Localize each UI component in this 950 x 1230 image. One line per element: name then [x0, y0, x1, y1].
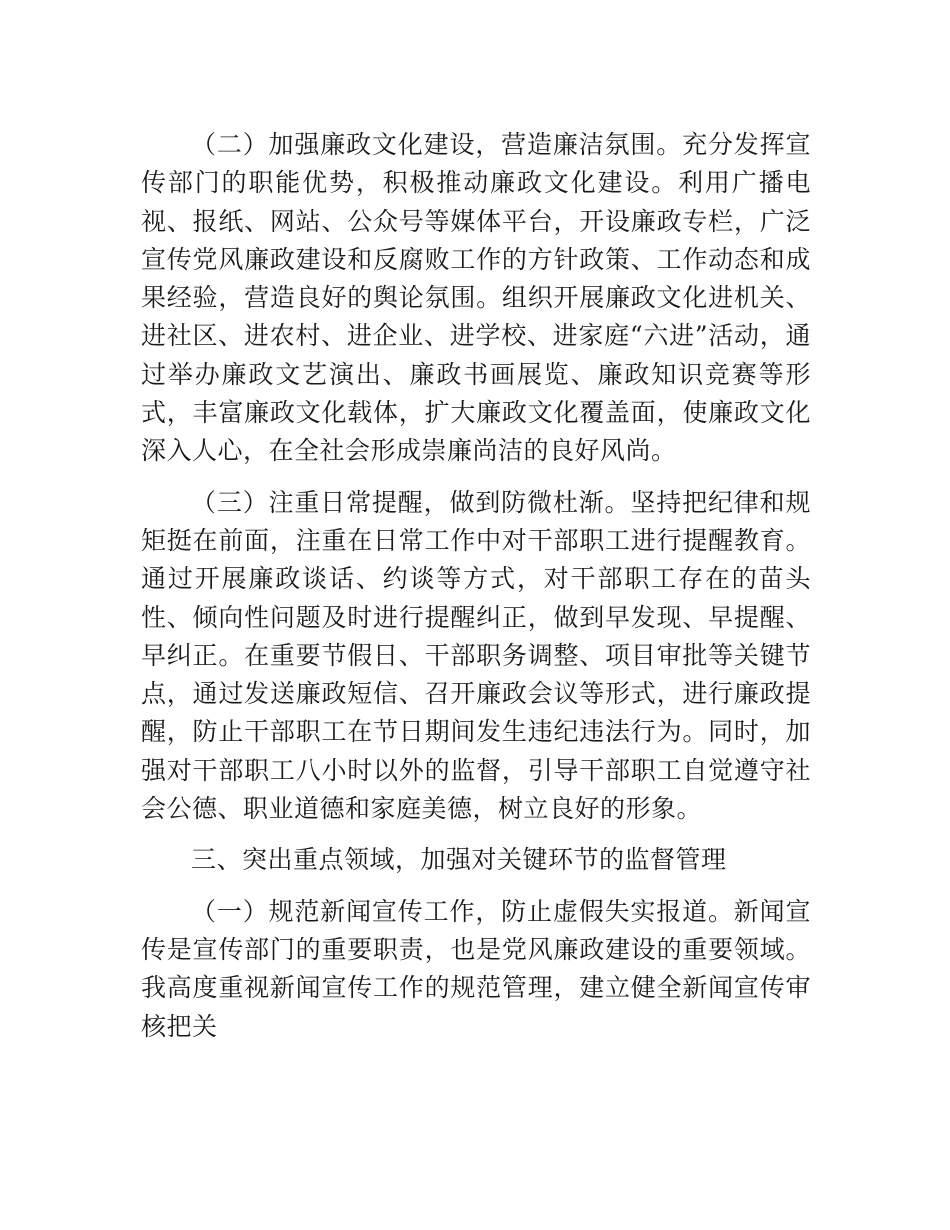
paragraph-daily-reminder: （三）注重日常提醒，做到防微杜渐。坚持把纪律和规矩挺在前面，注重在日常工作中对干部职工进行提醒教育。通过开展廉政谈话、约谈等方式，对干部职工存在的苗头性、倾向性问题及时进行提醒纠正，做到早发现、早提醒、早纠正。在重要节假日、干部职务调整、项目审批等关键节点，通过发送廉政短信、召开廉政会议等形式，进行廉政提醒，防止干部职工在节日期间发生违纪违法行为。同时，加强对干部职工八小时以外的监督，引导干部职工自觉遵守社会公德、职业道德和家庭美德，树立良好的形象。: [141, 487, 811, 824]
paragraph-culture-building: （二）加强廉政文化建设，营造廉洁氛围。充分发挥宣传部门的职能优势，积极推动廉政文化建设。利用广播电视、报纸、网站、公众号等媒体平台，开设廉政专栏，广泛宣传党风廉政建设和反腐败工作的方针政策、工作动态和成果经验，营造良好的舆论氛围。组织开展廉政文化进机关、进社区、进农村、进企业、进学校、进家庭“六进”活动，通过举办廉政文艺演出、廉政书画展览、廉政知识竞赛等形式，丰富廉政文化载体，扩大廉政文化覆盖面，使廉政文化深入人心，在全社会形成崇廉尚洁的良好风尚。: [141, 130, 811, 466]
paragraph-news-regulation: （一）规范新闻宣传工作，防止虚假失实报道。新闻宣传是宣传部门的重要职责，也是党风廉政建设的重要领域。我高度重视新闻宣传工作的规范管理，建立健全新闻宣传审核把关: [141, 896, 811, 1041]
section-heading-key-areas: 三、突出重点领域，加强对关键环节的监督管理: [191, 845, 727, 875]
document-body: [141, 126, 811, 1059]
